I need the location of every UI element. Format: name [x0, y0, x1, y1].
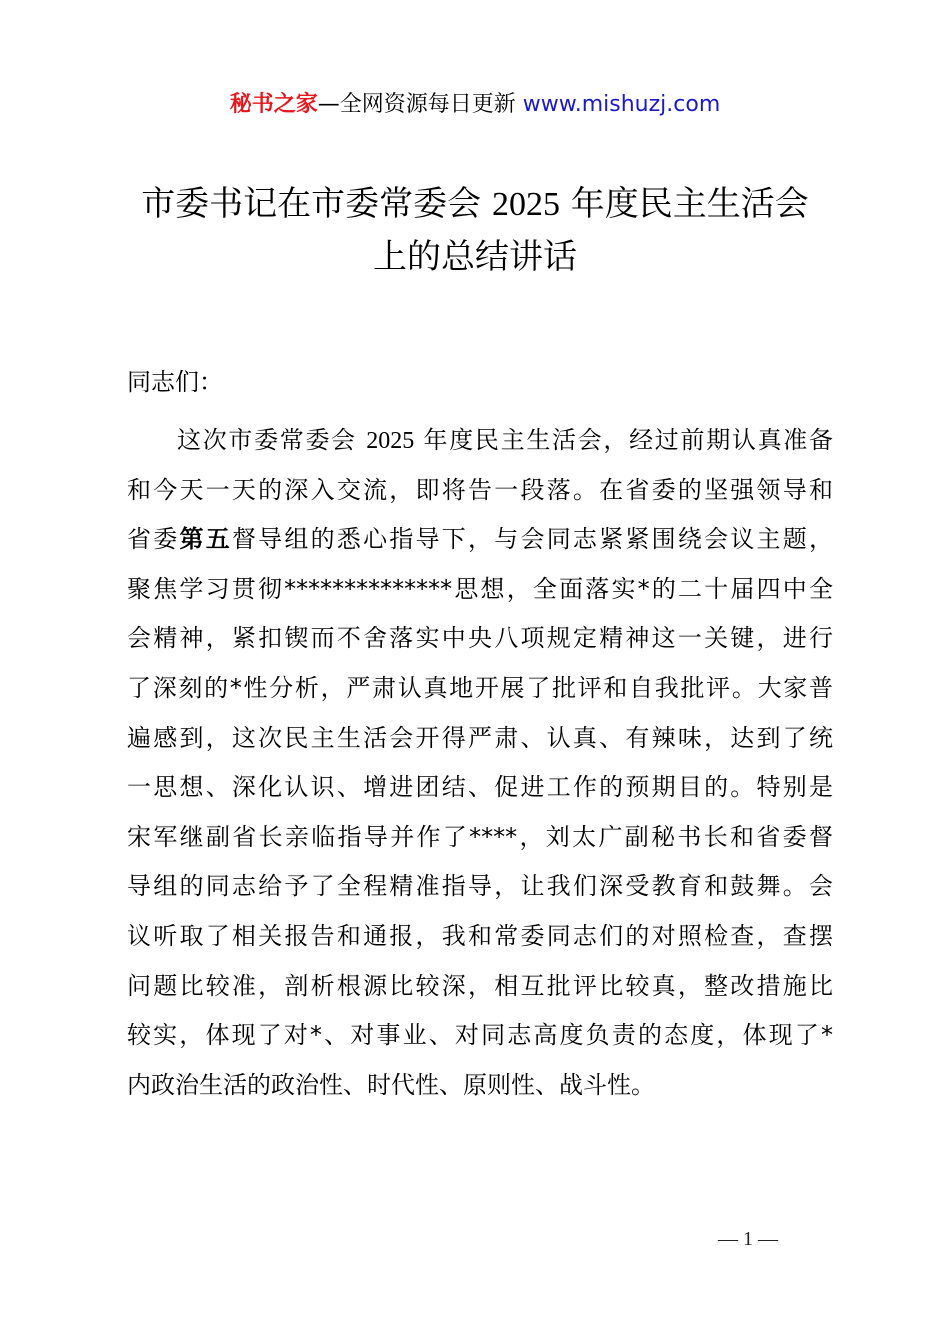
body-paragraph: [127, 416, 833, 1110]
website-link[interactable]: www.mishuzj.com: [522, 92, 721, 117]
title-year: 2025: [492, 186, 560, 223]
paragraph-line: [127, 515, 833, 565]
paragraph-line: 问题比较准，剖析根源比较深，相互批评比较真，整改措施比: [127, 971, 833, 1000]
header-slogan: —全网资源每日更新: [317, 92, 523, 117]
page-number: — 1 —: [718, 1228, 778, 1250]
line-year: 2025: [366, 428, 415, 454]
paragraph-line: 导组的同志给予了全程精准指导，让我们深受教育和鼓舞。会: [127, 872, 833, 901]
line-text: 这次市委常委会: [177, 426, 367, 454]
paragraph-line: 一思想、深化认识、增进团结、促进工作的预期目的。特别是: [127, 773, 833, 802]
paragraph-line: [127, 416, 833, 466]
paragraph-line: 宋军继副省长亲临指导并作了****，刘太广副秘书长和省委督: [127, 822, 833, 851]
paragraph-line: 了深刻的*性分析，严肃认真地开展了批评和自我批评。大家普: [127, 673, 833, 702]
paragraph-line: 内政治生活的政治性、时代性、原则性、战斗性。: [127, 1070, 655, 1099]
line-text: 督导组的悉心指导下，与会同志紧紧围绕会议主题，: [231, 525, 834, 554]
title-line-1-pre: 市委书记在市委常委会: [141, 184, 492, 224]
brand-name: 秘书之家: [229, 92, 318, 117]
document-title: [110, 178, 840, 283]
paragraph-line: 和今天一天的深入交流，即将告一段落。在省委的坚强领导和: [127, 475, 833, 504]
line-text: 省委: [127, 525, 180, 554]
title-line-2: 上的总结讲话: [373, 237, 577, 277]
paragraph-line: 较实，体现了对*、对事业、对同志高度负责的态度，体现了*: [127, 1021, 833, 1050]
line-text: 年度民主生活会，经过前期认真准备: [414, 426, 833, 454]
title-line-1-post: 年度民主生活会: [560, 184, 809, 224]
bold-text: 第五: [179, 525, 232, 554]
watermark-header: [0, 88, 950, 122]
title-line-1: [110, 178, 840, 231]
greeting: 同志们：: [127, 368, 223, 396]
paragraph-line: 遍感到，这次民主生活会开得严肃、认真、有辣味，达到了统: [127, 723, 833, 752]
paragraph-line: 议听取了相关报告和通报，我和常委同志们的对照检查，查摆: [127, 921, 833, 950]
paragraph-line: 会精神，紧扣锲而不舍落实中央八项规定精神这一关键，进行: [127, 624, 833, 653]
paragraph-line: 聚焦学习贯彻**************思想，全面落实*的二十届四中全: [127, 574, 833, 603]
